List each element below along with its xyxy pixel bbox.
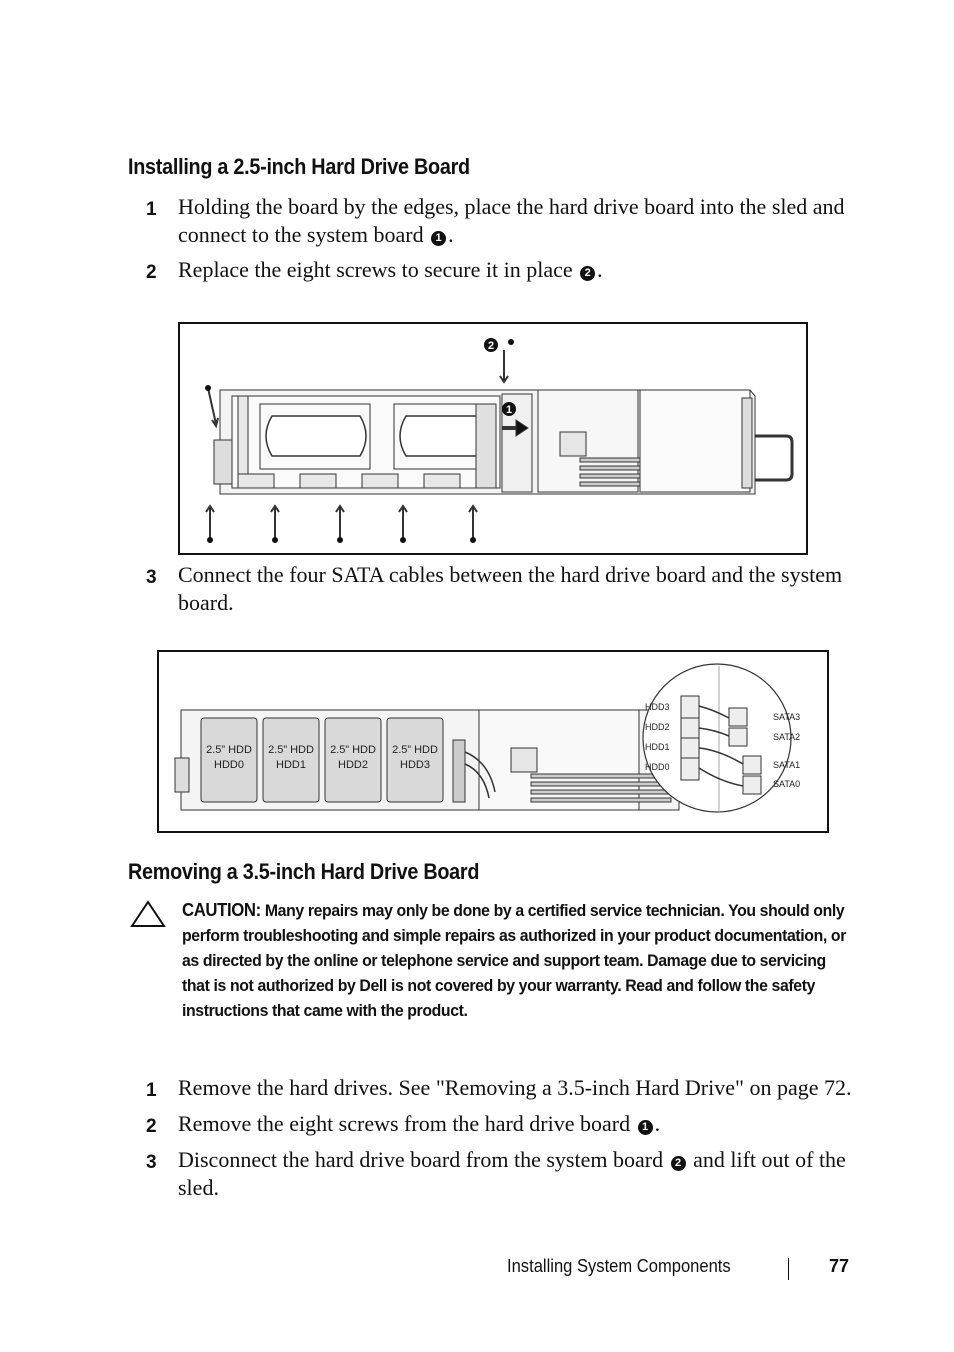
bay-0-line1: 2.5” HDD (206, 744, 252, 756)
step-number: 1 (146, 1080, 157, 1101)
step-text: Replace the eight screws to secure it in place (178, 257, 573, 282)
remove-step-2: 2 Remove the eight screws from the hard drive board 1 . (146, 1110, 864, 1138)
sata3-label: SATA3 (773, 712, 801, 722)
step-number: 1 (146, 199, 157, 220)
caution-label: CAUTION: (182, 900, 261, 920)
install-step-1: 1 Holding the board by the edges, place the hard drive board into the sled and connect to the system board 1 . (146, 194, 845, 247)
step-number: 2 (146, 262, 157, 283)
callout-1-label: 1 (505, 404, 513, 416)
figure-sata-cabling (157, 650, 829, 833)
section-heading-install: Installing a 2.5-inch Hard Drive Board (128, 154, 470, 179)
install-step-2: 2 Replace the eight screws to secure it in place 2 . (146, 256, 864, 284)
install-step-3 (146, 561, 864, 617)
step-text: Connect the four SATA cables between the hard drive board and the system board. (178, 562, 843, 615)
bay-3-line2: HDD3 (400, 759, 430, 771)
callout-marker-icon: 2 (580, 266, 595, 281)
caution-text: Many repairs may only be done by a certified service technician. You should only perform troubleshooting and simple repairs as authorized in your product documentation, or as directed by the online or telephone service and support team. Damage due to servicing that is not authorized by Dell is not covered by your warranty. Read and follow the safety instructions that came with the product. (182, 901, 846, 1020)
remove-step-3 (146, 1146, 864, 1202)
step-number: 2 (146, 1116, 157, 1137)
remove-step-1 (146, 1074, 864, 1102)
step-number: 3 (146, 567, 157, 588)
bay-0-line2: HDD0 (214, 759, 244, 771)
footer-divider (788, 1258, 789, 1280)
step-text: Remove the hard drives. See "Removing a 3.5-inch Hard Drive" on page 72. (178, 1075, 852, 1100)
sata-cabling-illustration (159, 652, 827, 831)
bay-2-line2: HDD2 (338, 759, 368, 771)
sata0-label: SATA0 (773, 779, 801, 789)
step-number: 3 (146, 1152, 157, 1173)
hdd2-label: HDD2 (645, 722, 670, 732)
hdd1-label: HDD1 (645, 742, 670, 752)
hdd-board-illustration (180, 324, 806, 553)
footer-chapter-title: Installing System Components (507, 1256, 731, 1276)
figure-hdd-board-install (178, 322, 808, 555)
callout-2-label: 2 (487, 340, 495, 352)
callout-marker-icon: 2 (671, 1156, 686, 1171)
bay-1-line2: HDD1 (276, 759, 306, 771)
sata1-label: SATA1 (773, 760, 801, 770)
footer-page-number: 77 (829, 1256, 850, 1276)
hdd3-label: HDD3 (645, 702, 670, 712)
step-text: Remove the eight screws from the hard drive board (178, 1111, 631, 1136)
bay-2-line1: 2.5” HDD (330, 744, 376, 756)
caution-notice (130, 898, 870, 1023)
section-heading-remove: Removing a 3.5-inch Hard Drive Board (128, 859, 480, 884)
step-text-before: Disconnect the hard drive board from the system board (178, 1147, 664, 1172)
caution-triangle-icon (130, 900, 166, 928)
step-text: Holding the board by the edges, place the hard drive board into the sled and connect to the system board (178, 194, 845, 247)
callout-marker-icon: 1 (638, 1120, 653, 1135)
bay-1-line1: 2.5” HDD (268, 744, 314, 756)
sata2-label: SATA2 (773, 732, 801, 742)
hdd0-label: HDD0 (645, 762, 670, 772)
step-text-after: and lift out of the sled. (178, 1147, 846, 1200)
bay-3-line1: 2.5” HDD (392, 744, 438, 756)
callout-marker-icon: 1 (431, 231, 446, 246)
